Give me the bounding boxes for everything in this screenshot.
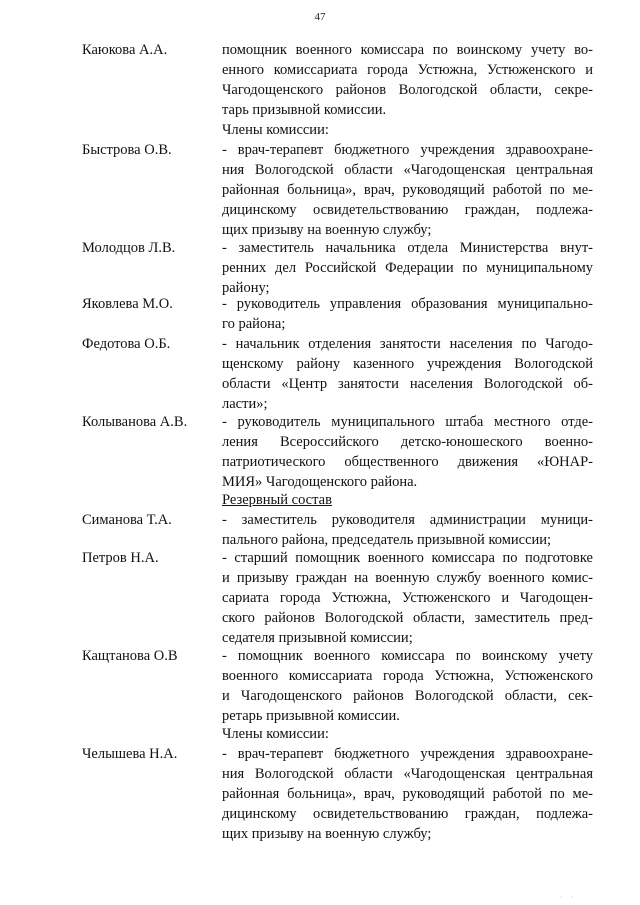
member-name: Молодцов Л.В.	[82, 240, 176, 256]
position-line: районная больница», врач, руководящий работой по ме-	[222, 786, 593, 802]
member-position	[222, 548, 593, 648]
position-line: и Чагодощенского районов Вологодской области, сек-	[222, 688, 593, 704]
position-line: - руководитель управления образования муниципально-	[222, 296, 593, 312]
position-line: району;	[222, 280, 270, 296]
position-line: щих призыву на военную службу;	[222, 222, 432, 238]
member-position	[222, 140, 593, 240]
member-position	[222, 40, 593, 120]
member-name: Яковлева М.О.	[82, 296, 173, 312]
member-position	[222, 334, 593, 414]
member-position	[222, 294, 593, 334]
position-line: - старший помощник военного комиссара по подготовке	[222, 550, 593, 566]
member-name: Петров Н.А.	[82, 550, 159, 566]
member-name: Челышева Н.А.	[82, 746, 178, 762]
member-position	[222, 510, 593, 550]
position-line: МИЯ» Чагодощенского района.	[222, 474, 418, 490]
position-line: щенскому району казенного учреждения Вологодской	[222, 356, 593, 372]
position-line: и призыву граждан на военную службу военного комис-	[222, 570, 593, 586]
member-name: Быстрова О.В.	[82, 142, 172, 158]
member-name: Федотова О.Б.	[82, 336, 171, 352]
position-line: - помощник военного комиссара по воинскому учету	[222, 648, 593, 664]
position-line: - врач-терапевт бюджетного учреждения здравоохране-	[222, 142, 593, 158]
position-line: дицинскому освидетельствованию граждан, подлежа-	[222, 806, 593, 822]
member-name: Колыванова А.В.	[82, 414, 188, 430]
position-line: пального района, председатель призывной комиссии;	[222, 532, 552, 548]
position-line: - врач-терапевт бюджетного учреждения здравоохране-	[222, 746, 593, 762]
position-line: ния Вологодской области «Чагодощенская центральная	[222, 766, 593, 782]
position-line: ления Всероссийского детско-юношеского военно-	[222, 434, 593, 450]
position-line: - заместитель начальника отдела Министерства внут-	[222, 240, 593, 256]
position-line: - начальник отделения занятости населения по Чагодо-	[222, 336, 593, 352]
member-position	[222, 646, 593, 726]
section-heading-members: Члены комиссии:	[222, 122, 329, 138]
position-line: патриотического общественного движения «ЮНАР-	[222, 454, 593, 470]
position-line: седателя призывной комиссии;	[222, 630, 413, 646]
section-heading-members-reserve: Члены комиссии:	[222, 726, 329, 742]
position-line: щих призыву на военную службу;	[222, 826, 432, 842]
position-line: военного комиссариата города Устюжна, Устюженского	[222, 668, 593, 684]
position-line: сариата города Устюжна, Устюженского и Чагодощен-	[222, 590, 593, 606]
position-line: области «Центр занятости населения Вологодской об-	[222, 376, 593, 392]
member-name: Симанова Т.А.	[82, 512, 172, 528]
member-position	[222, 412, 593, 492]
position-line: - заместитель руководителя администрации муници-	[222, 512, 593, 528]
position-line: ласти»;	[222, 396, 268, 412]
section-heading-reserve: Резервный состав	[222, 492, 332, 508]
position-line: - руководитель муниципального штаба местного отде-	[222, 414, 593, 430]
position-line: ренних дел Российской Федерации по муниципальному	[222, 260, 593, 276]
position-line: ского районов Вологодской области, заместитель пред-	[222, 610, 593, 626]
position-line: Чагодощенского районов Вологодской области, секре-	[222, 82, 593, 98]
position-line: ретарь призывной комиссии.	[222, 708, 400, 724]
position-line: го района;	[222, 316, 286, 332]
member-position	[222, 744, 593, 844]
position-line: тарь призывной комиссии.	[222, 102, 387, 118]
position-line: районная больница», врач, руководящий работой по ме-	[222, 182, 593, 198]
member-position	[222, 238, 593, 298]
position-line: помощник военного комиссара по воинскому учету во-	[222, 42, 593, 58]
scan-artifact-mark: · ·	[560, 893, 577, 902]
member-name: Каюкова А.А.	[82, 42, 168, 58]
position-line: енного комиссариата города Устюжна, Устюженского и	[222, 62, 593, 78]
position-line: ния Вологодской области «Чагодощенская центральная	[222, 162, 593, 178]
position-line: дицинскому освидетельствованию граждан, подлежа-	[222, 202, 593, 218]
member-name: Кащтанова О.В	[82, 648, 178, 664]
page-number: 47	[314, 11, 326, 23]
